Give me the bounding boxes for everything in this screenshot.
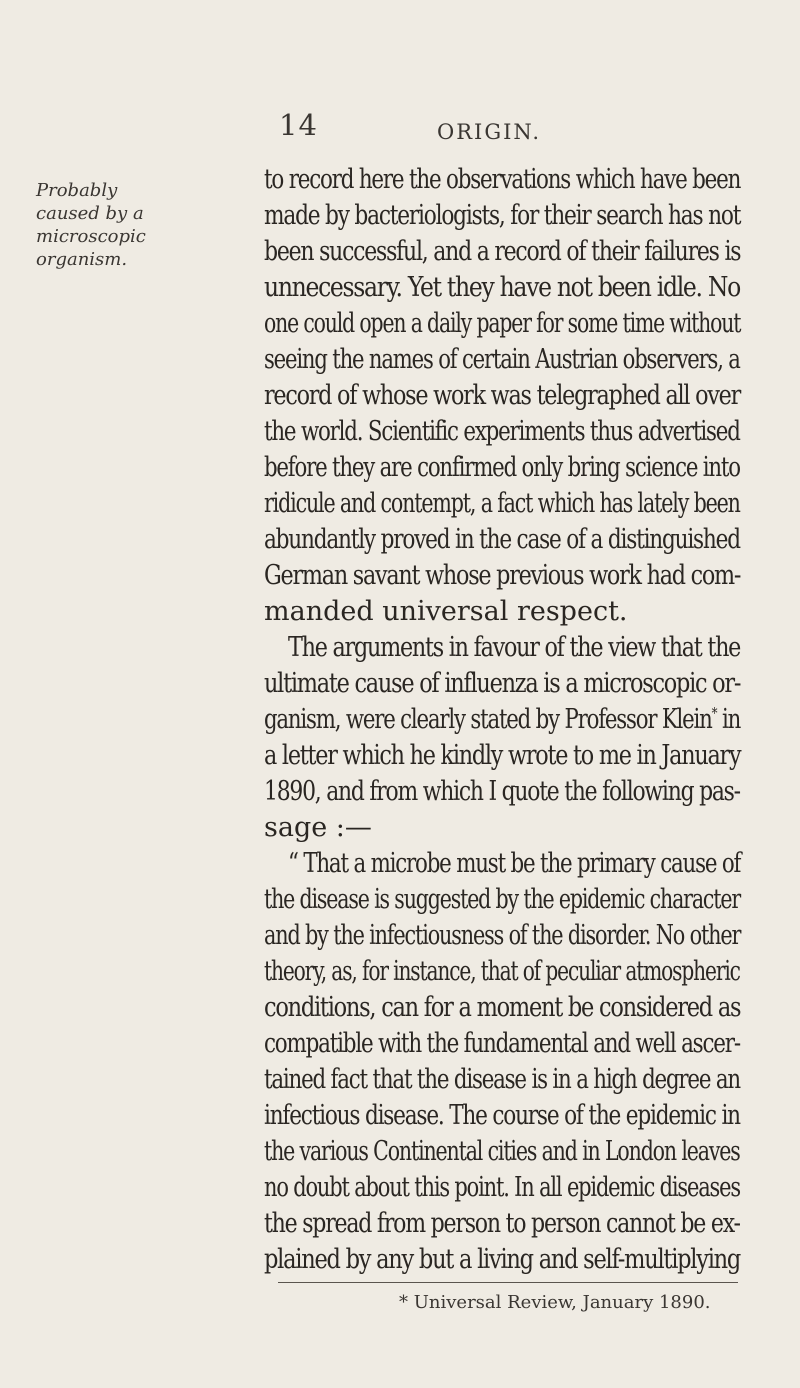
text-line: seeing the names of certain Austrian observers, a bbox=[264, 344, 740, 375]
text-line: conditions, can for a moment be considered as bbox=[264, 992, 741, 1023]
text-line: sage :— bbox=[264, 812, 372, 843]
text-line: been successful, and a record of their failures is bbox=[264, 236, 741, 267]
text-line: infectious disease. The course of the epidemic in bbox=[264, 1100, 740, 1131]
margin-note bbox=[36, 179, 236, 271]
text-line: a letter which he kindly wrote to me in January bbox=[264, 740, 741, 771]
text-line: to record here the observations which have been bbox=[264, 164, 741, 195]
footnote: * Universal Review, January 1890. bbox=[399, 1292, 711, 1313]
text-line: plained by any but a living and self-multiplying bbox=[264, 1244, 741, 1275]
page-number: 14 bbox=[279, 108, 318, 142]
text-line: the world. Scientific experiments thus advertised bbox=[264, 416, 740, 447]
footnote-divider bbox=[278, 1282, 738, 1283]
text-line: compatible with the fundamental and well ascer- bbox=[264, 1028, 740, 1059]
text-line: 1890, and from which I quote the following pas- bbox=[264, 776, 740, 807]
text-line: the disease is suggested by the epidemic character bbox=[264, 884, 741, 915]
text-line: The arguments in favour of the view that the bbox=[288, 632, 741, 663]
margin-note-line: Probably bbox=[36, 180, 118, 201]
running-head bbox=[0, 108, 800, 148]
text-line-part: in bbox=[716, 704, 741, 735]
text-line: unnecessary. Yet they have not been idle. No bbox=[264, 272, 740, 303]
text-line: no doubt about this point. In all epidemic diseases bbox=[264, 1172, 740, 1203]
margin-note-line: organism. bbox=[36, 249, 128, 270]
margin-note-line: microscopic bbox=[36, 226, 146, 247]
text-line: ultimate cause of influenza is a microscopic or- bbox=[264, 668, 741, 699]
text-line: ridicule and contempt, a fact which has lately been bbox=[264, 488, 740, 519]
text-line-with-footnote bbox=[264, 702, 740, 738]
text-line: before they are confirmed only bring science into bbox=[264, 452, 740, 483]
text-line: theory, as, for instance, that of peculiar atmospheric bbox=[264, 956, 740, 987]
text-line: abundantly proved in the case of a distinguished bbox=[264, 524, 740, 555]
text-line: one could open a daily paper for some time without bbox=[264, 308, 741, 339]
text-line: and by the infectiousness of the disorder. No other bbox=[264, 920, 741, 951]
text-line: manded universal respect. bbox=[264, 596, 628, 627]
text-line: tained fact that the disease is in a high degree an bbox=[264, 1064, 740, 1095]
footnote-marker: * bbox=[711, 704, 717, 722]
text-line-part: ganism, were clearly stated by Professor Klein bbox=[264, 704, 712, 735]
margin-note-line: caused by a bbox=[36, 203, 144, 224]
text-line: “ That a microbe must be the primary cause of bbox=[288, 848, 741, 879]
text-line: the spread from person to person cannot be ex- bbox=[264, 1208, 740, 1239]
text-line: German savant whose previous work had com- bbox=[264, 560, 741, 591]
text-line: made by bacteriologists, for their search has not bbox=[264, 200, 741, 231]
text-line: the various Continental cities and in London leaves bbox=[264, 1136, 740, 1167]
text-line: record of whose work was telegraphed all over bbox=[264, 380, 741, 411]
running-title: ORIGIN. bbox=[437, 120, 542, 144]
